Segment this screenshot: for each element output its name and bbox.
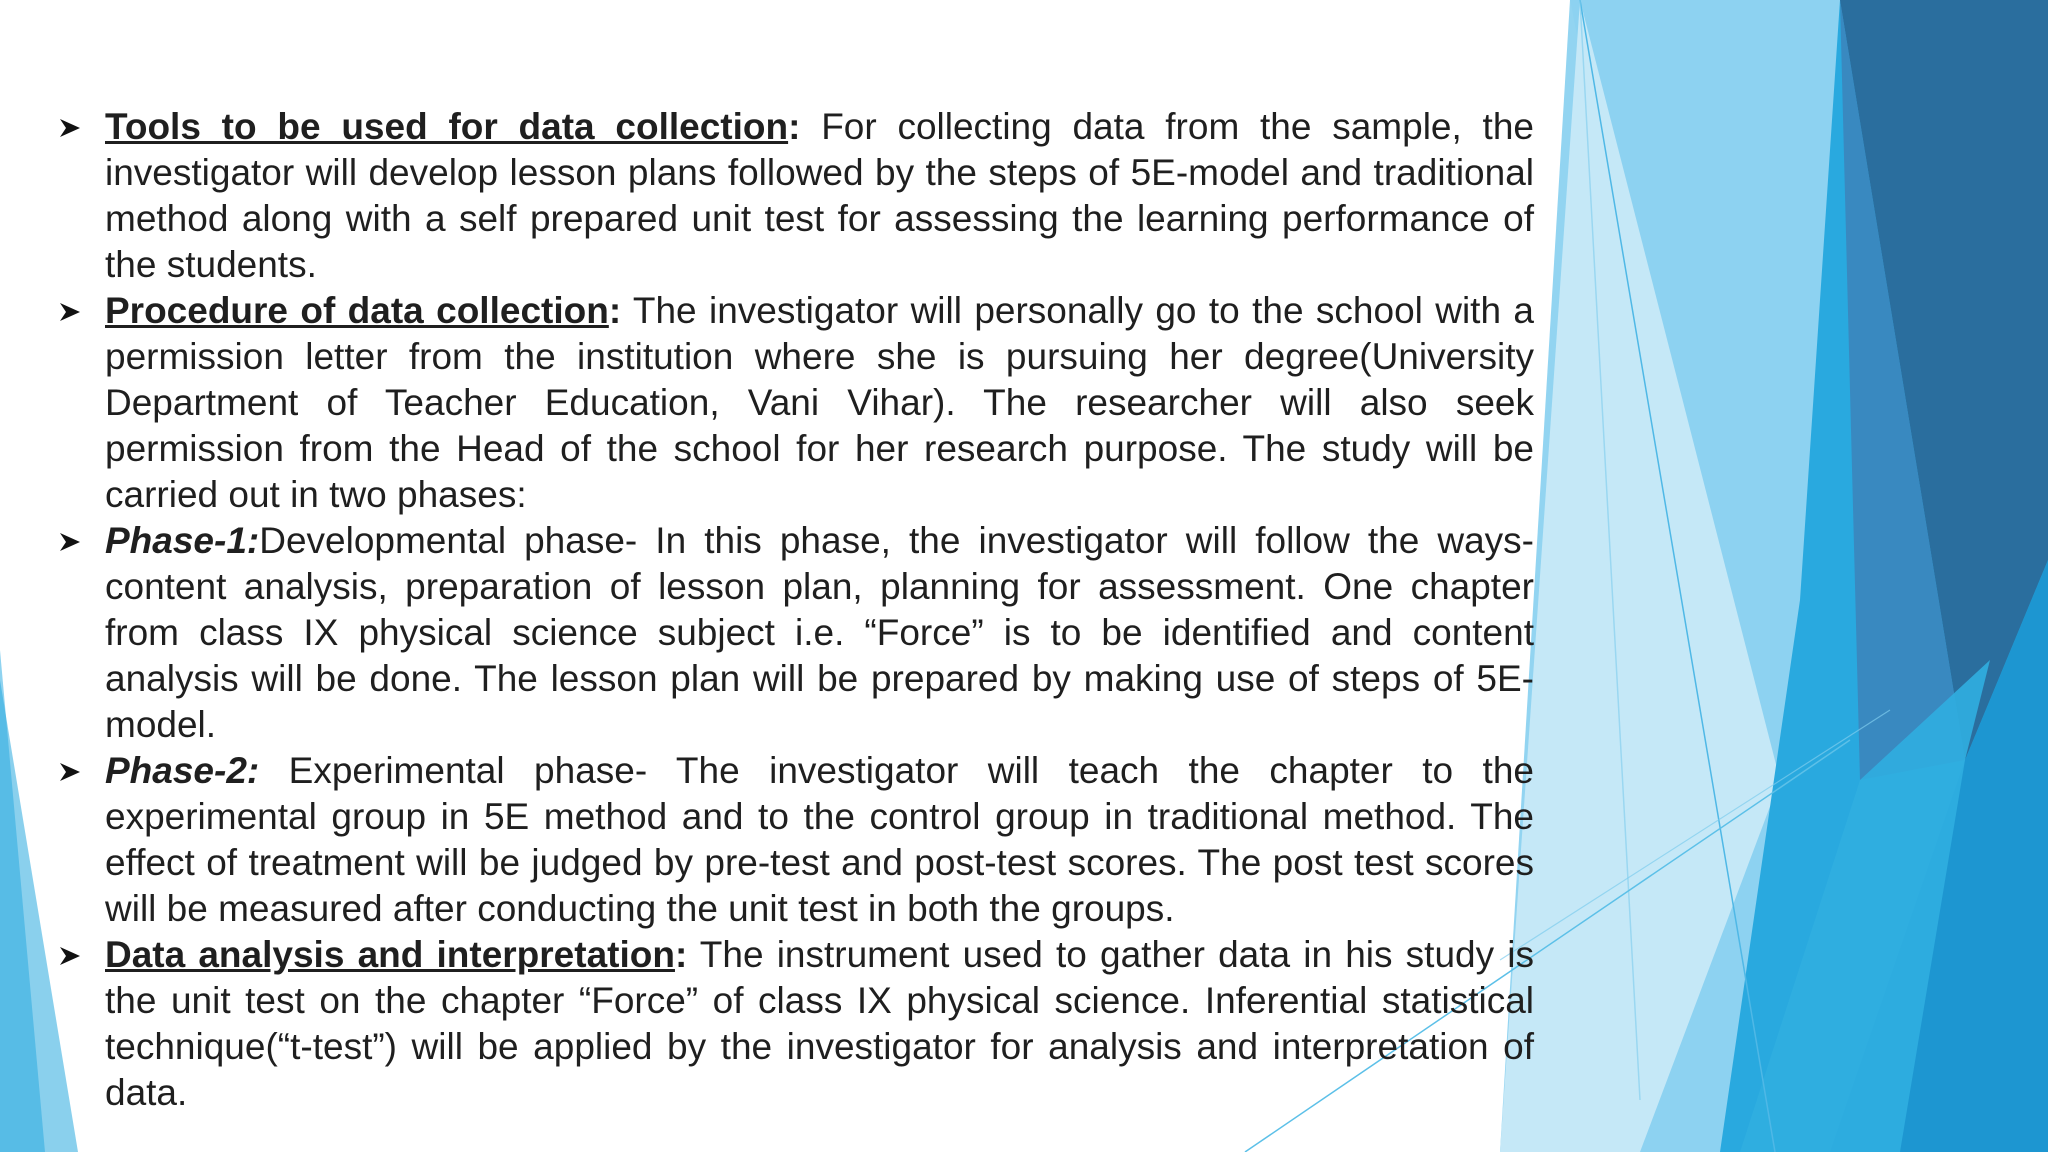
bullet-term: Phase-2: [105, 750, 260, 791]
bullet-term: Data analysis and interpretation [105, 934, 675, 975]
bullet-text: Experimental phase- The investigator will teach the chapter to the experimental group in 5E method and to the control group in traditional method. The effect of treatment will be judged by pre-test and post-test scores. The post test scores will be measured after conducting the unit test in both the groups. [105, 750, 1534, 929]
bullet-term: Tools to be used for data collection [105, 106, 789, 147]
list-item [58, 518, 1534, 748]
bullet-term: Procedure of data collection [105, 290, 609, 331]
bullet-list [58, 104, 1534, 1116]
arrow-bullet-icon [58, 116, 82, 140]
arrow-bullet-icon [58, 530, 82, 554]
bullet-term: Phase-1: [105, 520, 260, 561]
list-item [58, 104, 1534, 288]
arrow-bullet-icon [58, 760, 82, 784]
bullet-text: The instrument used to gather data in his study is the unit test on the chapter “Force” of class IX physical science. Inferential statistical technique(“t-test”) will be applied by the investigator for analysis and interpretation of data. [105, 934, 1534, 1113]
list-item [58, 748, 1534, 932]
bullet-term-colon: : [608, 290, 622, 331]
list-item [58, 932, 1534, 1116]
slide-content [58, 104, 1534, 1116]
arrow-bullet-icon [58, 300, 82, 324]
list-item [58, 288, 1534, 518]
arrow-bullet-icon [58, 944, 82, 968]
bullet-text: For collecting data from the sample, the investigator will develop lesson plans followed by the steps of 5E-model and traditional method along with a self prepared unit test for assessing the learning performance of the students. [105, 106, 1534, 285]
bullet-text: The investigator will personally go to the school with a permission letter from the institution where she is pursuing her degree(University Department of Teacher Education, Vani Vihar). The researcher will also seek permission from the Head of the school for her research purpose. The study will be carried out in two phases: [105, 290, 1534, 515]
bullet-term-colon: : [674, 934, 688, 975]
bullet-text: Developmental phase- In this phase, the investigator will follow the ways- content analysis, preparation of lesson plan, planning for assessment. One chapter from class IX physical science subject i.e. “Force” is to be identified and content analysis will be done. The lesson plan will be prepared by making use of steps of 5E-model. [105, 520, 1534, 745]
bullet-term-colon: : [788, 106, 801, 147]
